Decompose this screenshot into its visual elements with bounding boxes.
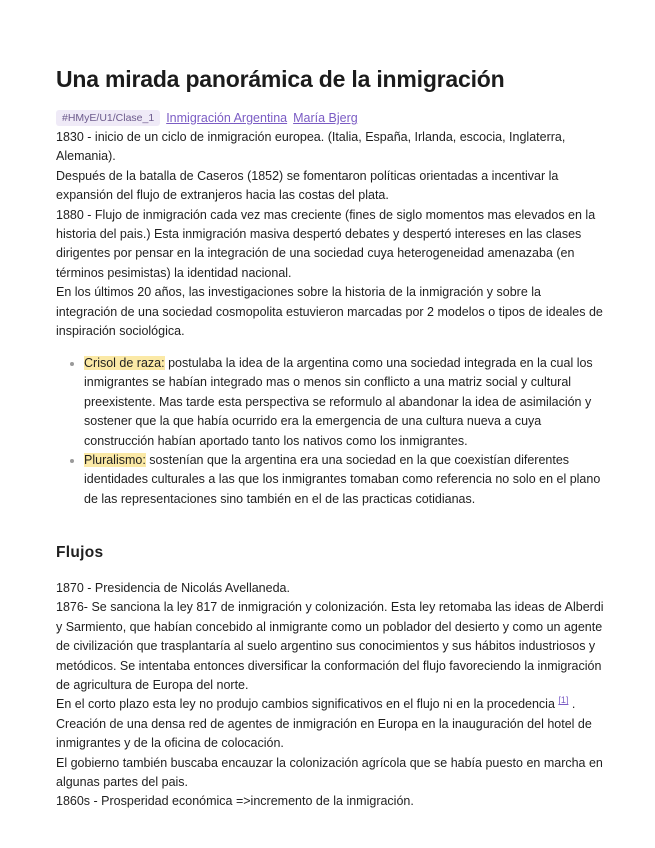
- flujos-paragraph-2: 1876- Se sanciona la ley 817 de inmigración y colonización. Esta ley retomaba las ideas de Alberdi y Sarmiento, que habían concebido al inmigrante como un poblador del desierto y como un agente de civilización que trasplantaría al suelo argentino sus conocimientos y sus hábitos industriosos y metódicos. Se intentaba entonces diversificar la conformación del flujo favoreciendo la inmigración de agricultura de Europa del norte.: [56, 600, 604, 693]
- flujos-paragraph-6: 1860s - Prosperidad económica =>incremento de la inmigración.: [56, 794, 414, 809]
- intro-paragraph-1: 1830 - inicio de un ciclo de inmigración europea. (Italia, España, Irlanda, escocia, Inglaterra, Alemania).: [56, 130, 566, 164]
- flujos-paragraph-3-text: En el corto plazo esta ley no produjo cambios significativos en el flujo ni en la procedencia: [56, 697, 559, 712]
- intro-section: [56, 128, 604, 341]
- list-item-pluralismo: [84, 451, 604, 509]
- intro-paragraph-4: En los últimos 20 años, las investigaciones sobre la historia de la inmigración y sobre la integración de una sociedad cosmopolita estuvieron marcadas por 2 modelos o tipos de ideales de inspiración sociológica.: [56, 285, 603, 339]
- highlight-pluralismo: Pluralismo:: [84, 453, 146, 468]
- intro-paragraph-3: 1880 - Flujo de inmigración cada vez mas creciente (fines de siglo momentos mas elevados en la historia del pais.) Esta inmigración masiva despertó debates y despertó intereses en las clases dirigentes por pensar en la integración de una sociedad cuya heterogeneidad amenazaba (en términos pesimistas) la identidad nacional.: [56, 207, 596, 280]
- flujos-section: [56, 579, 604, 812]
- footnote-ref[interactable]: [558, 695, 568, 705]
- highlight-crisol: Crisol de raza:: [84, 356, 165, 370]
- crisol-text: postulaba la idea de la argentina como una sociedad integrada en la cual los inmigrantes se habían integrado mas o menos sin conflicto a una matriz social y cultural preexistente. Mas tarde esta perspectiva se reformulo al abandonar la idea de asimilación y sostener que la que había ocurrido era la emergencia de una cultura nueva a cuya construcción habían aportado tanto los nativos como los inmigrantes.: [84, 356, 593, 448]
- models-list: [56, 354, 604, 509]
- flujos-paragraph-3-end: .: [568, 697, 576, 712]
- footnote-link[interactable]: [1]: [558, 695, 569, 706]
- page-title: Una mirada panorámica de la inmigración: [56, 66, 505, 92]
- pluralismo-text: sostenían que la argentina era una sociedad en la que coexistían diferentes identidades culturales a las que los inmigrantes tomaban como referencia no solo en el plano de las representaciones sino también en el de las practicas cotidianas.: [84, 453, 601, 506]
- models-list-section: [56, 354, 604, 509]
- note-tag[interactable]: #HMyE/U1/Clase_1: [56, 110, 160, 126]
- flujos-paragraph-1: 1870 - Presidencia de Nicolás Avellaneda.: [56, 581, 290, 595]
- flujos-paragraph-3: [56, 695, 604, 714]
- flujos-paragraph-4: Creación de una densa red de agentes de inmigración en Europa en la inauguración del hotel de inmigrantes y de la oficina de colocación.: [56, 716, 592, 751]
- note-meta: [56, 110, 358, 126]
- intro-paragraph-2: Después de la batalla de Caseros (1852) se fomentaron políticas orientadas a incentivar la expansión del flujo de extranjeros hacia las costas del plata.: [56, 168, 559, 203]
- flujos-paragraph-5: El gobierno también buscaba encauzar la colonización agrícola que se había puesto en marcha en algunas partes del pais.: [56, 755, 603, 790]
- section-heading-flujos: Flujos: [56, 544, 104, 561]
- list-item-crisol: [84, 354, 604, 451]
- link-maria-bjerg[interactable]: María Bjerg: [293, 111, 358, 125]
- link-inmigracion-argentina[interactable]: Inmigración Argentina: [166, 111, 288, 125]
